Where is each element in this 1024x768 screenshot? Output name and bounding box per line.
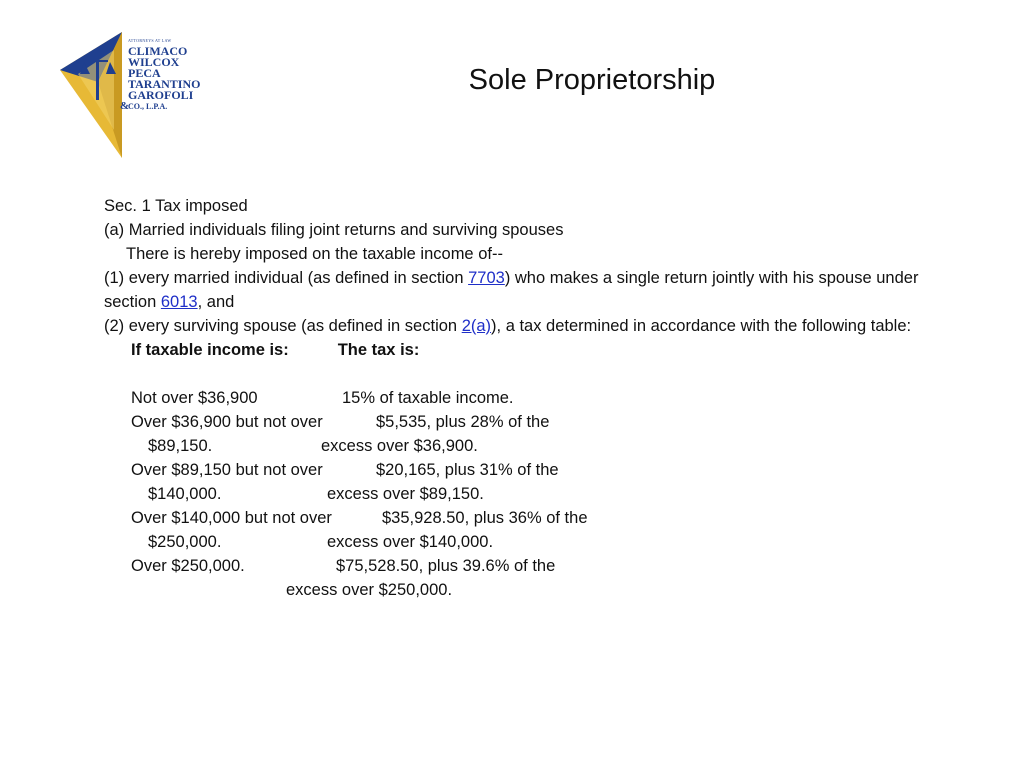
logo-attorneys: ATTORNEYS AT LAW [128, 38, 172, 43]
intro-line: There is hereby imposed on the taxable income of-- [126, 245, 503, 263]
row-4-income-2: $250,000. [148, 533, 222, 551]
row-3-tax: $20,165, plus 31% of the [376, 461, 559, 479]
logo-line-2: WILCOX [128, 55, 180, 69]
row-4-tax: $35,928.50, plus 36% of the [382, 509, 588, 527]
item-2-text-a: (2) every surviving spouse (as defined in section [104, 317, 462, 335]
row-2-tax: $5,535, plus 28% of the [376, 413, 550, 431]
tax-table [104, 386, 974, 626]
item-1-text-b: ) who makes a single return jointly with his spouse under section [104, 269, 919, 311]
subsection-a: (a) Married individuals filing joint returns and surviving spouses [104, 221, 564, 239]
logo-co: CO., L.P.A. [128, 102, 168, 111]
logo-line-3: PECA [128, 66, 161, 80]
logo-line-1: CLIMACO [128, 44, 188, 58]
header-tax: The tax is: [337, 341, 420, 359]
row-4-tax-2: excess over $140,000. [327, 533, 494, 551]
row-3-tax-2: excess over $89,150. [327, 485, 484, 503]
row-3-income-2: $140,000. [148, 485, 222, 503]
row-4-income: Over $140,000 but not over [131, 509, 332, 527]
item-2-text-b: ), a tax determined in accordance with the following table: [491, 317, 912, 335]
section-6013-link[interactable]: 6013 [160, 293, 198, 311]
row-3-income: Over $89,150 but not over [131, 461, 323, 479]
table-header [104, 338, 974, 362]
section-heading: Sec. 1 Tax imposed [104, 197, 248, 215]
logo-line-5: GAROFOLI [128, 88, 194, 102]
section-7703-link[interactable]: 7703 [468, 269, 505, 287]
row-5-tax: $75,528.50, plus 39.6% of the [336, 557, 556, 575]
item-1-text-c: , and [197, 293, 235, 311]
section-2a-link[interactable]: 2(a) [461, 317, 492, 335]
row-5-tax-2: excess over $250,000. [286, 581, 453, 599]
logo-line-4: TARANTINO [128, 77, 201, 91]
item-1 [104, 266, 974, 314]
header-income: If taxable income is: [131, 341, 289, 359]
item-1-text-a: (1) every married individual (as defined in section [104, 269, 469, 287]
statute-text [104, 194, 974, 626]
row-2-tax-2: excess over $36,900. [321, 437, 478, 455]
page-title: Sole Proprietorship [468, 64, 716, 96]
row-5-income: Over $250,000. [131, 557, 245, 575]
row-1-tax: 15% of taxable income. [342, 389, 514, 407]
logo-ampersand: & [120, 100, 130, 112]
row-1-income: Not over $36,900 [131, 389, 258, 407]
row-2-income-2: $89,150. [148, 437, 213, 455]
item-2 [104, 314, 974, 338]
row-2-income: Over $36,900 but not over [131, 413, 323, 431]
